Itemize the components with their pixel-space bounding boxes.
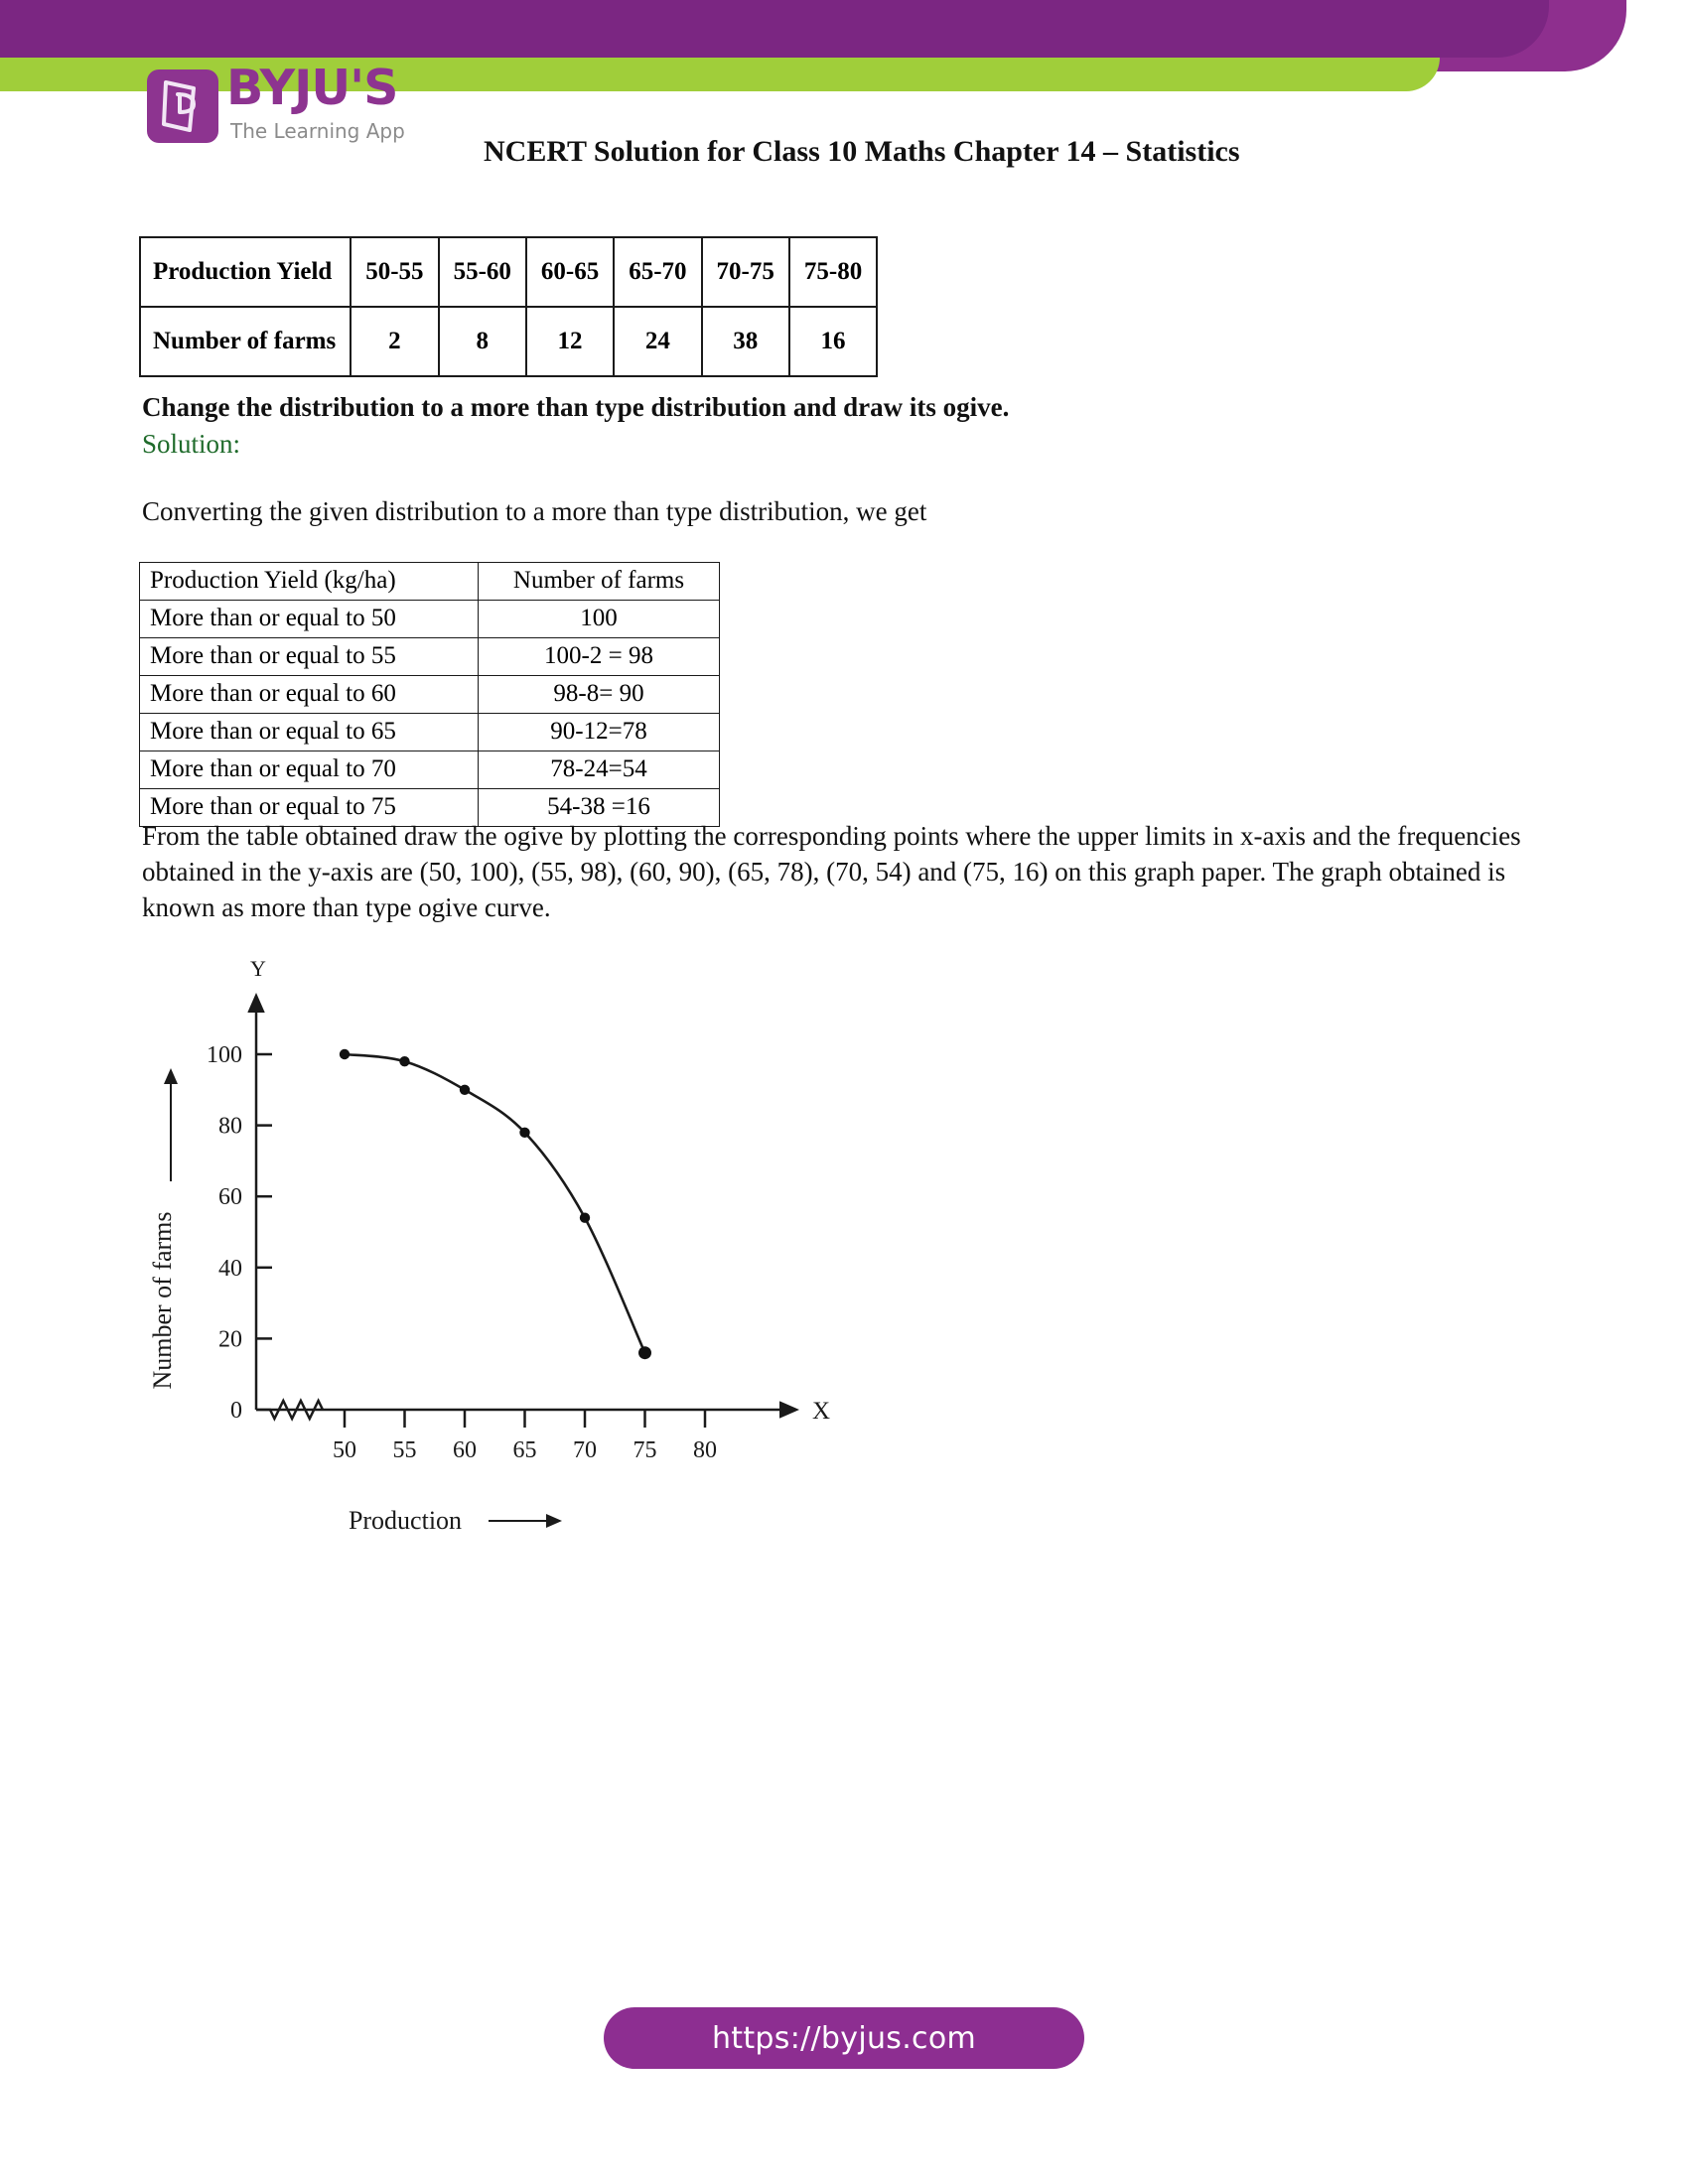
- x-tick-label: 60: [453, 1437, 477, 1463]
- production-yield-frequency-table: [139, 236, 878, 377]
- byjus-logo-tagline: The Learning App: [230, 119, 405, 143]
- ogive-curve-line: [345, 1054, 645, 1353]
- y-tick-label: 80: [218, 1113, 242, 1140]
- x-tick-label: 70: [573, 1437, 597, 1463]
- data-point-marker: [580, 1213, 590, 1223]
- table-cell: 55-60: [439, 237, 526, 307]
- x-tick-label: 80: [693, 1437, 717, 1463]
- table-cell: 100: [479, 601, 720, 638]
- table-cell: More than or equal to 75: [140, 789, 479, 827]
- table-cell: More than or equal to 70: [140, 751, 479, 789]
- x-tick-label: 55: [392, 1437, 417, 1463]
- table-cell: 90-12=78: [479, 714, 720, 751]
- byjus-url-label: https://byjus.com: [711, 2020, 977, 2056]
- table-cell: 65-70: [614, 237, 701, 307]
- table-row: [140, 676, 720, 714]
- data-point-marker: [519, 1128, 529, 1138]
- x-tick-label: 50: [333, 1437, 356, 1463]
- y-axis-ticks: [207, 1042, 272, 1424]
- byjus-b-mark-icon: [147, 69, 218, 143]
- ogive-instructions-paragraph: From the table obtained draw the ogive by plotting the corresponding points where the upper limits in x-axis and the frequencies obtained in the y-axis are (50, 100), (55, 98), (60, 90), (65, 78), (70, 54) and (75, 16) on this graph paper. The graph obtained is known as more than type ogive curve.: [142, 821, 1521, 922]
- x-tick-label: 65: [512, 1437, 537, 1463]
- byjus-logo[interactable]: [147, 62, 445, 153]
- y-axis-name-label: Y: [250, 956, 266, 981]
- table-cell: 2: [351, 307, 438, 376]
- table-cell: 75-80: [789, 237, 877, 307]
- table-row: [140, 307, 877, 376]
- y-tick-label: 60: [218, 1184, 242, 1211]
- table-cell: 60-65: [526, 237, 614, 307]
- table-row: [140, 237, 877, 307]
- table-cell: More than or equal to 55: [140, 638, 479, 676]
- row-label: Production Yield: [140, 237, 351, 307]
- table-row: [140, 751, 720, 789]
- table-cell: 8: [439, 307, 526, 376]
- converting-paragraph: Converting the given distribution to a more than type distribution, we get: [142, 496, 927, 526]
- x-axis-name-label: X: [812, 1398, 831, 1425]
- byjus-logo-wordmark: BYJU'S: [226, 60, 398, 116]
- more-than-type-distribution-table: [139, 562, 720, 827]
- x-axis-title: Production: [348, 1506, 463, 1535]
- y-tick-label: 100: [207, 1042, 242, 1068]
- table-cell: 38: [702, 307, 789, 376]
- table-cell: More than or equal to 50: [140, 601, 479, 638]
- table-row: [140, 601, 720, 638]
- table-cell: 50-55: [351, 237, 438, 307]
- ogive-chart: [109, 923, 923, 1569]
- y-tick-label: 20: [218, 1326, 242, 1353]
- x-axis-ticks: [333, 1410, 717, 1463]
- data-point-marker: [638, 1346, 651, 1359]
- table-cell: 54-38 =16: [479, 789, 720, 827]
- table-cell: 12: [526, 307, 614, 376]
- data-point-marker: [460, 1085, 470, 1095]
- byjus-url-button[interactable]: [604, 2007, 1084, 2069]
- table-cell: 98-8= 90: [479, 676, 720, 714]
- column-header: Number of farms: [479, 563, 720, 601]
- page-title: NCERT Solution for Class 10 Maths Chapter 14 – Statistics: [484, 135, 1240, 168]
- data-point-marker: [399, 1056, 409, 1066]
- table-cell: More than or equal to 60: [140, 676, 479, 714]
- table-cell: 100-2 = 98: [479, 638, 720, 676]
- table-cell: 78-24=54: [479, 751, 720, 789]
- row-label: Number of farms: [140, 307, 351, 376]
- question-text: Change the distribution to a more than type distribution and draw its ogive.: [142, 392, 1010, 422]
- y-tick-label: 0: [230, 1398, 242, 1424]
- table-cell: 16: [789, 307, 877, 376]
- banner-purple-front-shape: [0, 0, 1549, 58]
- table-row: [140, 638, 720, 676]
- x-tick-label: 75: [633, 1437, 657, 1463]
- data-point-markers: [340, 1049, 651, 1359]
- data-point-marker: [340, 1049, 350, 1059]
- b-letter-icon: [160, 78, 204, 134]
- table-cell: 24: [614, 307, 701, 376]
- y-tick-label: 40: [218, 1255, 242, 1282]
- table-row: [140, 714, 720, 751]
- column-header: Production Yield (kg/ha): [140, 563, 479, 601]
- table-cell: 70-75: [702, 237, 789, 307]
- solution-label: Solution:: [142, 429, 241, 459]
- ogive-chart-svg: [109, 923, 923, 1569]
- y-axis-title: Number of farms: [148, 1211, 177, 1390]
- table-cell: More than or equal to 65: [140, 714, 479, 751]
- table-header-row: [140, 563, 720, 601]
